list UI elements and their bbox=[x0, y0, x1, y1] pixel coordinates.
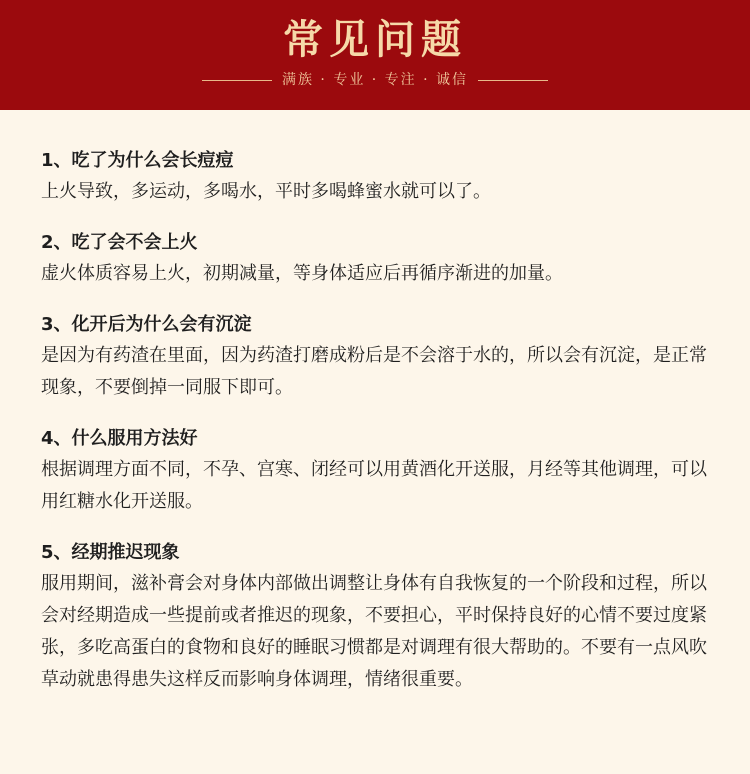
faq-item bbox=[41, 310, 721, 404]
page-subtitle: 满族 · 专业 · 专注 · 诚信 bbox=[281, 72, 469, 88]
faq-item bbox=[41, 424, 721, 518]
page-title: 常见问题 bbox=[283, 16, 467, 63]
faq-answer: 上火导致，多运动，多喝水，平时多喝蜂蜜水就可以了。 bbox=[41, 181, 491, 202]
faq-question: 5、经期推迟现象 bbox=[41, 542, 180, 563]
faq-question: 3、化开后为什么会有沉淀 bbox=[41, 314, 252, 335]
faq-list bbox=[41, 146, 721, 716]
faq-question: 2、吃了会不会上火 bbox=[41, 232, 198, 253]
header-banner bbox=[0, 0, 750, 110]
faq-answer: 根据调理方面不同，不孕、宫寒、闭经可以用黄酒化开送服，月经等其他调理，可以用红糖水化开送服。 bbox=[41, 459, 707, 512]
faq-item bbox=[41, 146, 721, 208]
subtitle-row bbox=[0, 70, 750, 90]
left-divider bbox=[202, 80, 272, 81]
right-divider bbox=[478, 80, 548, 81]
faq-answer: 服用期间，滋补膏会对身体内部做出调整让身体有自我恢复的一个阶段和过程，所以会对经期造成一些提前或者推迟的现象，不要担心，平时保持良好的心情不要过度紧张，多吃高蛋白的食物和良好的睡眠习惯都是对调理有很大帮助的。不要有一点风吹草动就患得患失这样反而影响身体调理，情绪很重要。 bbox=[41, 573, 707, 690]
faq-item bbox=[41, 538, 721, 696]
faq-item bbox=[41, 228, 721, 290]
faq-question: 1、吃了为什么会长痘痘 bbox=[41, 150, 234, 171]
faq-question: 4、什么服用方法好 bbox=[41, 428, 198, 449]
faq-answer: 虚火体质容易上火，初期减量，等身体适应后再循序渐进的加量。 bbox=[41, 263, 563, 284]
faq-answer: 是因为有药渣在里面，因为药渣打磨成粉后是不会溶于水的，所以会有沉淀，是正常现象，不要倒掉一同服下即可。 bbox=[41, 345, 707, 398]
